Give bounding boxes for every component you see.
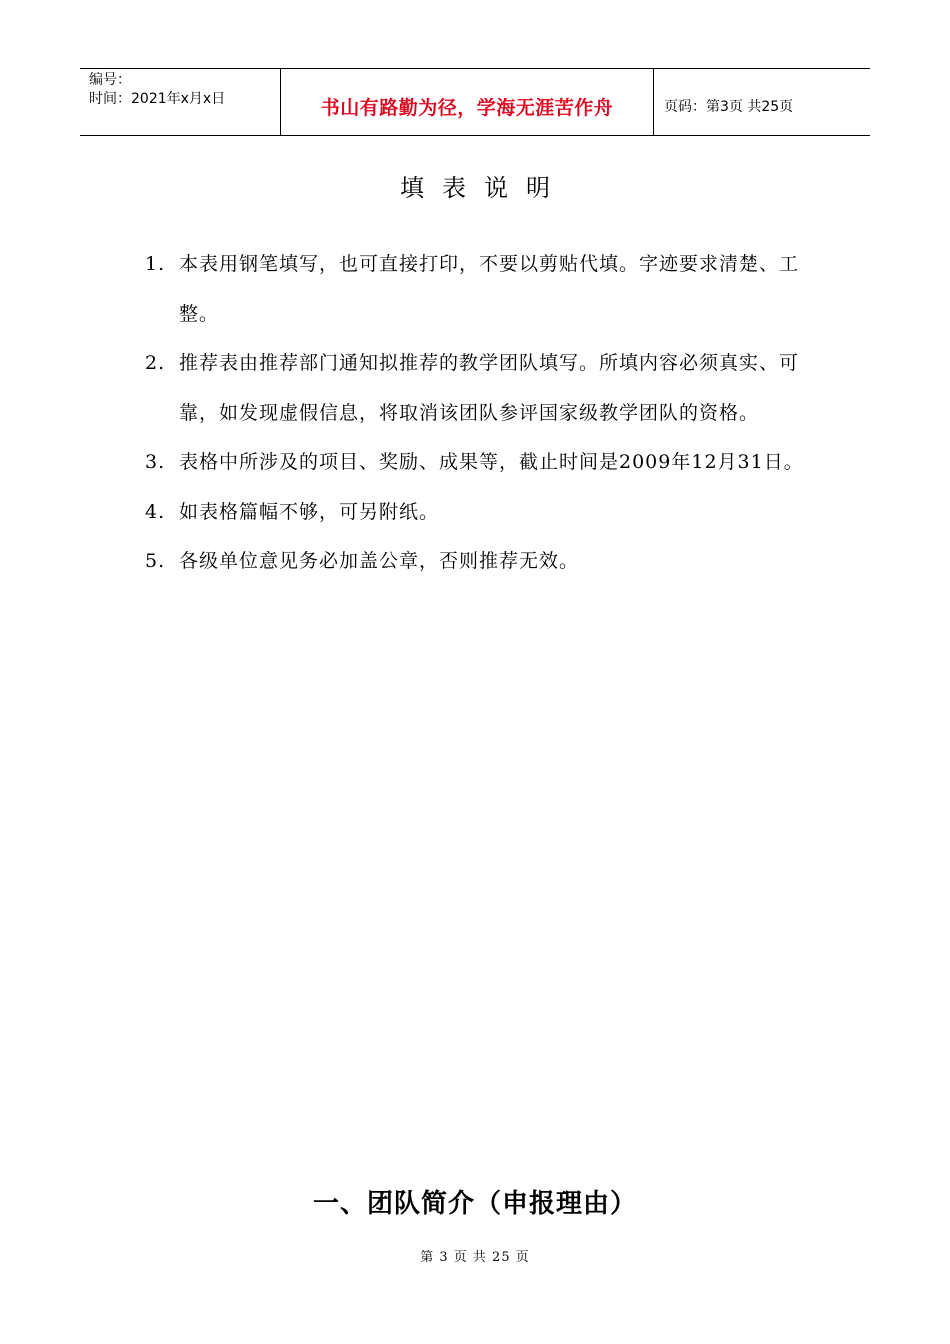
- number-label: 编号：: [89, 72, 131, 88]
- item-number: 4.: [145, 500, 166, 523]
- item-text: 表格中所涉及的项目、奖励、成果等，截止时间是2009年12月31日。: [179, 451, 804, 473]
- item-number: 2.: [145, 352, 166, 374]
- instruction-list: [145, 240, 835, 587]
- time-label: 时间：2021年x月x日: [89, 91, 226, 107]
- item-number: 3.: [145, 451, 166, 473]
- document-title: 填表说明: [400, 174, 568, 202]
- item-text: 推荐表由推荐部门通知拟推荐的教学团队填写。所填内容必须真实、可靠，如发现虚假信息，将取消该团队参评国家级教学团队的资格。: [179, 352, 800, 424]
- list-item: [145, 339, 835, 438]
- page-footer: 第 3 页 共 25 页: [420, 1250, 530, 1265]
- list-item: [145, 488, 835, 538]
- section-title: 一、团队简介（申报理由）: [312, 1189, 637, 1219]
- item-number: 5.: [145, 550, 166, 572]
- item-text: 如表格篇幅不够，可另附纸。: [179, 500, 440, 523]
- header-meta: [80, 69, 281, 135]
- item-text: 本表用钢笔填写，也可直接打印，不要以剪贴代填。字迹要求清楚、工整。: [179, 253, 800, 325]
- header-motto: 书山有路勤为径，学海无涯苦作舟: [281, 69, 654, 135]
- list-item: [145, 438, 835, 488]
- header-page-info: 页码：第3页 共25页: [664, 99, 794, 115]
- item-text: 各级单位意见务必加盖公章，否则推荐无效。: [179, 550, 580, 572]
- list-item: [145, 240, 835, 339]
- page-header: [80, 68, 870, 136]
- item-number: 1.: [145, 253, 166, 275]
- list-item: [145, 537, 835, 587]
